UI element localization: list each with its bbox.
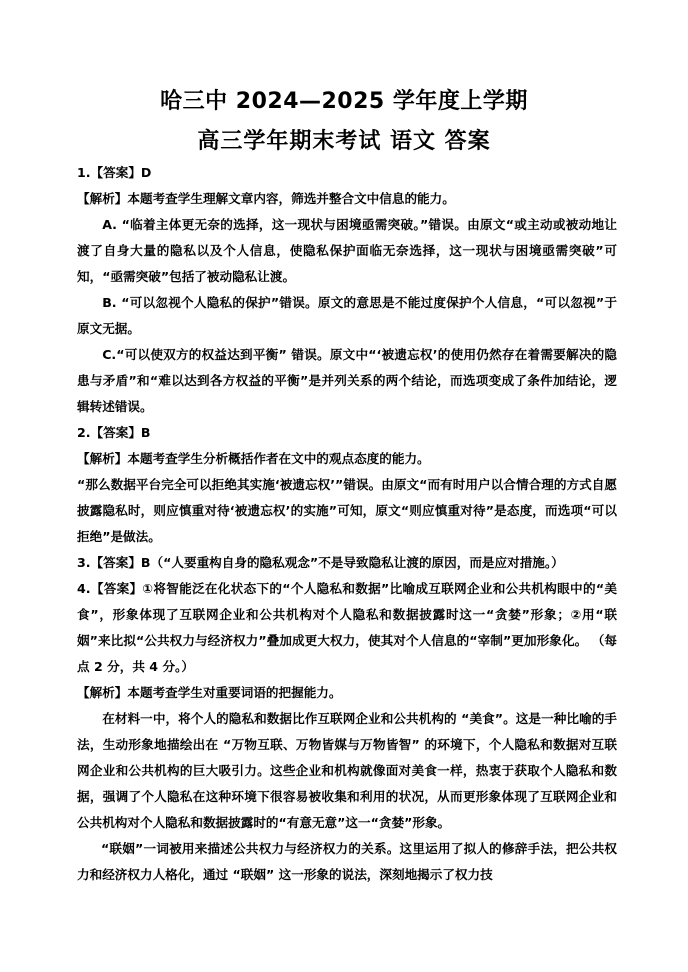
document-title-line1: 哈三中 2024—2025 学年度上学期	[160, 89, 528, 114]
q1-answer: 1.【答案】D	[77, 165, 152, 180]
q4-explanation-1: 在材料一中，将个人的隐私和数据比作互联网企业和公共机构的 “美食”。这是一种比喻的手法，生动形象地描绘出在 “万物互联、万物皆媒与万物皆智” 的环境下，个人隐私和数据对互联网企业和公共机构的巨大吸引力。这些企业和机构就像面对美食一样，热衷于获取个人隐私和数据，强调了个人隐私在这种环境下很容易被收集和利用的状况，从而更形象体现了互联网企业和公共机构对个人隐私和数据披露时的“有意无意”这一“贪婪”形象。	[77, 711, 617, 830]
q3-answer: 3.【答案】B（“人要重构自身的隐私观念”不是导致隐私让渡的原因，而是应对措施。）	[77, 555, 564, 570]
answer-body	[77, 160, 617, 888]
q4-explanation-2: “联姻”一词被用来描述公共权力与经济权力的关系。这里运用了拟人的修辞手法，把公共权力和经济权力人格化，通过 “联姻” 这一形象的说法，深刻地揭示了权力技	[77, 841, 617, 882]
q2-analysis: 【解析】本题考查学生分析概括作者在文中的观点态度的能力。	[77, 451, 430, 466]
q4-analysis: 【解析】本题考查学生对重要词语的把握能力。	[77, 685, 342, 700]
q1-analysis: 【解析】本题考查学生理解文章内容，筛选并整合文中信息的能力。	[77, 191, 455, 206]
q4-answer: 4.【答案】①将智能泛在化状态下的“个人隐私和数据”比喻成互联网企业和公共机构眼中的“美食”，形象体现了互联网企业和公共机构对个人隐私和数据披露时这一“贪婪”形象；②用“联姻”来比拟“公共权力与经济权力”叠加成更大权力，使其对个人信息的“宰制”更加形象化。 （每点 2 分，共 4 分。）	[77, 581, 617, 674]
q2-explanation: “那么数据平台完全可以拒绝其实施‘被遗忘权’”错误。由原文“而有时用户以合情合理的方式自愿披露隐私时，则应慎重对待‘被遗忘权’的实施”可知，原文“则应慎重对待”是态度，而选项“可以拒绝”是做法。	[77, 477, 617, 544]
document-title-line2: 高三学年期末考试 语文 答案	[197, 129, 491, 154]
q1-option-b: B. “可以忽视个人隐私的保护”错误。原文的意思是不能过度保护个人信息，“可以忽视”于原文无据。	[77, 295, 617, 336]
q1-option-c: C.“可以使双方的权益达到平衡” 错误。原文中“‘被遗忘权’的使用仍然存在着需要解决的隐患与矛盾”和“难以达到各方权益的平衡”是并列关系的两个结论，而选项变成了条件加结论，逻辑转述错误。	[77, 347, 617, 414]
q1-option-a: A. “临着主体更无奈的选择，这一现状与困境亟需突破。”错误。由原文“或主动或被动地让渡了自身大量的隐私以及个人信息，使隐私保护面临无奈选择，这一现状与困境亟需突破”可知，“亟需突破”包括了被动隐私让渡。	[77, 217, 617, 284]
q2-answer: 2.【答案】B	[77, 425, 151, 440]
